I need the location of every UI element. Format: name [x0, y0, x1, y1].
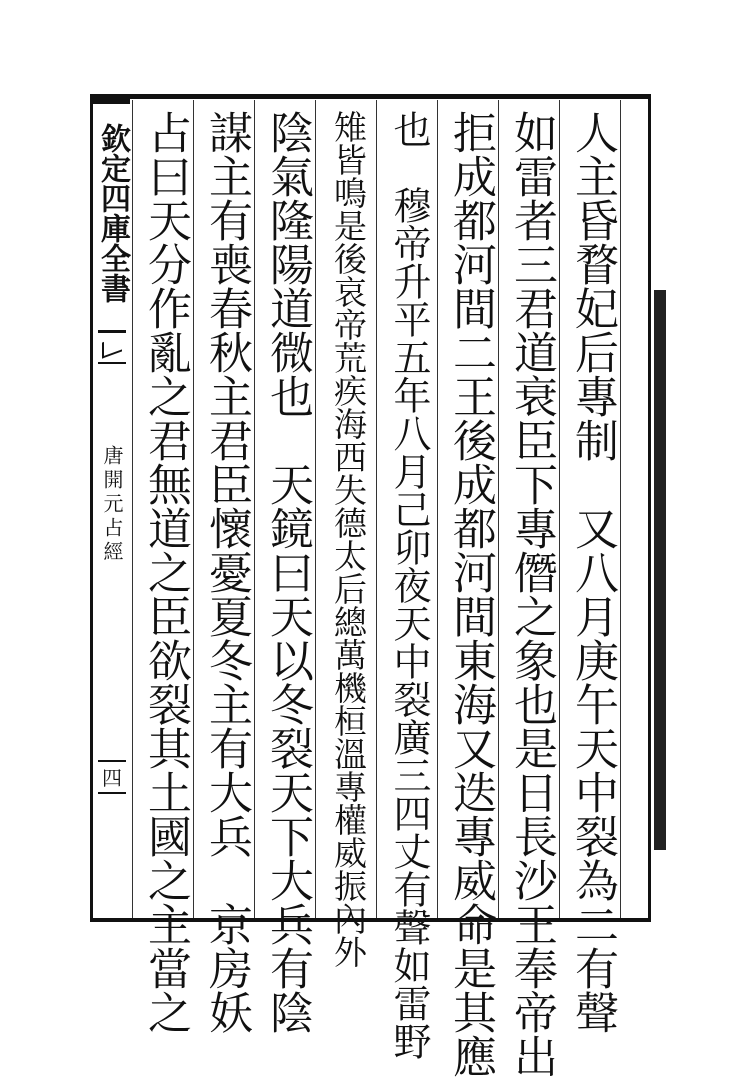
- text-column-6: 陰氣隆陽道微也 天鏡曰天以冬裂天下大兵有陰: [262, 110, 313, 1034]
- right-edge-rule: [648, 94, 651, 922]
- text-column-3: 拒成都河間二王後成都河間東海又迭專威命是其應: [445, 110, 496, 1078]
- column-divider: [498, 100, 499, 918]
- column-divider: [376, 100, 377, 918]
- column-divider: [620, 100, 621, 918]
- text-column-1: 人主昏瞀妃后專制 又八月庚午天中裂為二有聲: [567, 110, 618, 1034]
- column-divider: [254, 100, 255, 918]
- margin-page-number: 四: [98, 760, 126, 794]
- text-column-5: 雉皆鳴是後哀帝荒疾海西失德太后總萬機桓溫專權威振內外: [329, 110, 368, 968]
- column-divider: [437, 100, 438, 918]
- margin-book-title: 欽定四庫全書: [95, 123, 130, 303]
- text-column-4: 也 穆帝升平五年八月己卯夜天中裂廣三四丈有聲如雷野: [387, 110, 431, 1060]
- text-column-7: 謀主有喪春秋主君臣懷憂夏冬主有大兵 京房妖: [201, 110, 252, 1034]
- column-divider: [193, 100, 194, 918]
- text-column-8: 占曰天分作亂之君無道之臣欲裂其土國之主當之: [140, 110, 191, 1034]
- fish-tail-mark-icon: [98, 330, 126, 364]
- column-divider: [315, 100, 316, 918]
- text-column-2: 如雷者三君道衰臣下專僭之象也是日長沙王奉帝出: [506, 110, 557, 1078]
- column-divider: [559, 100, 560, 918]
- binding-band: [654, 290, 666, 850]
- left-edge-rule: [90, 94, 93, 922]
- top-left-rule: [92, 94, 130, 104]
- column-divider: [132, 100, 133, 918]
- margin-volume-title: 唐開元占經: [100, 445, 124, 565]
